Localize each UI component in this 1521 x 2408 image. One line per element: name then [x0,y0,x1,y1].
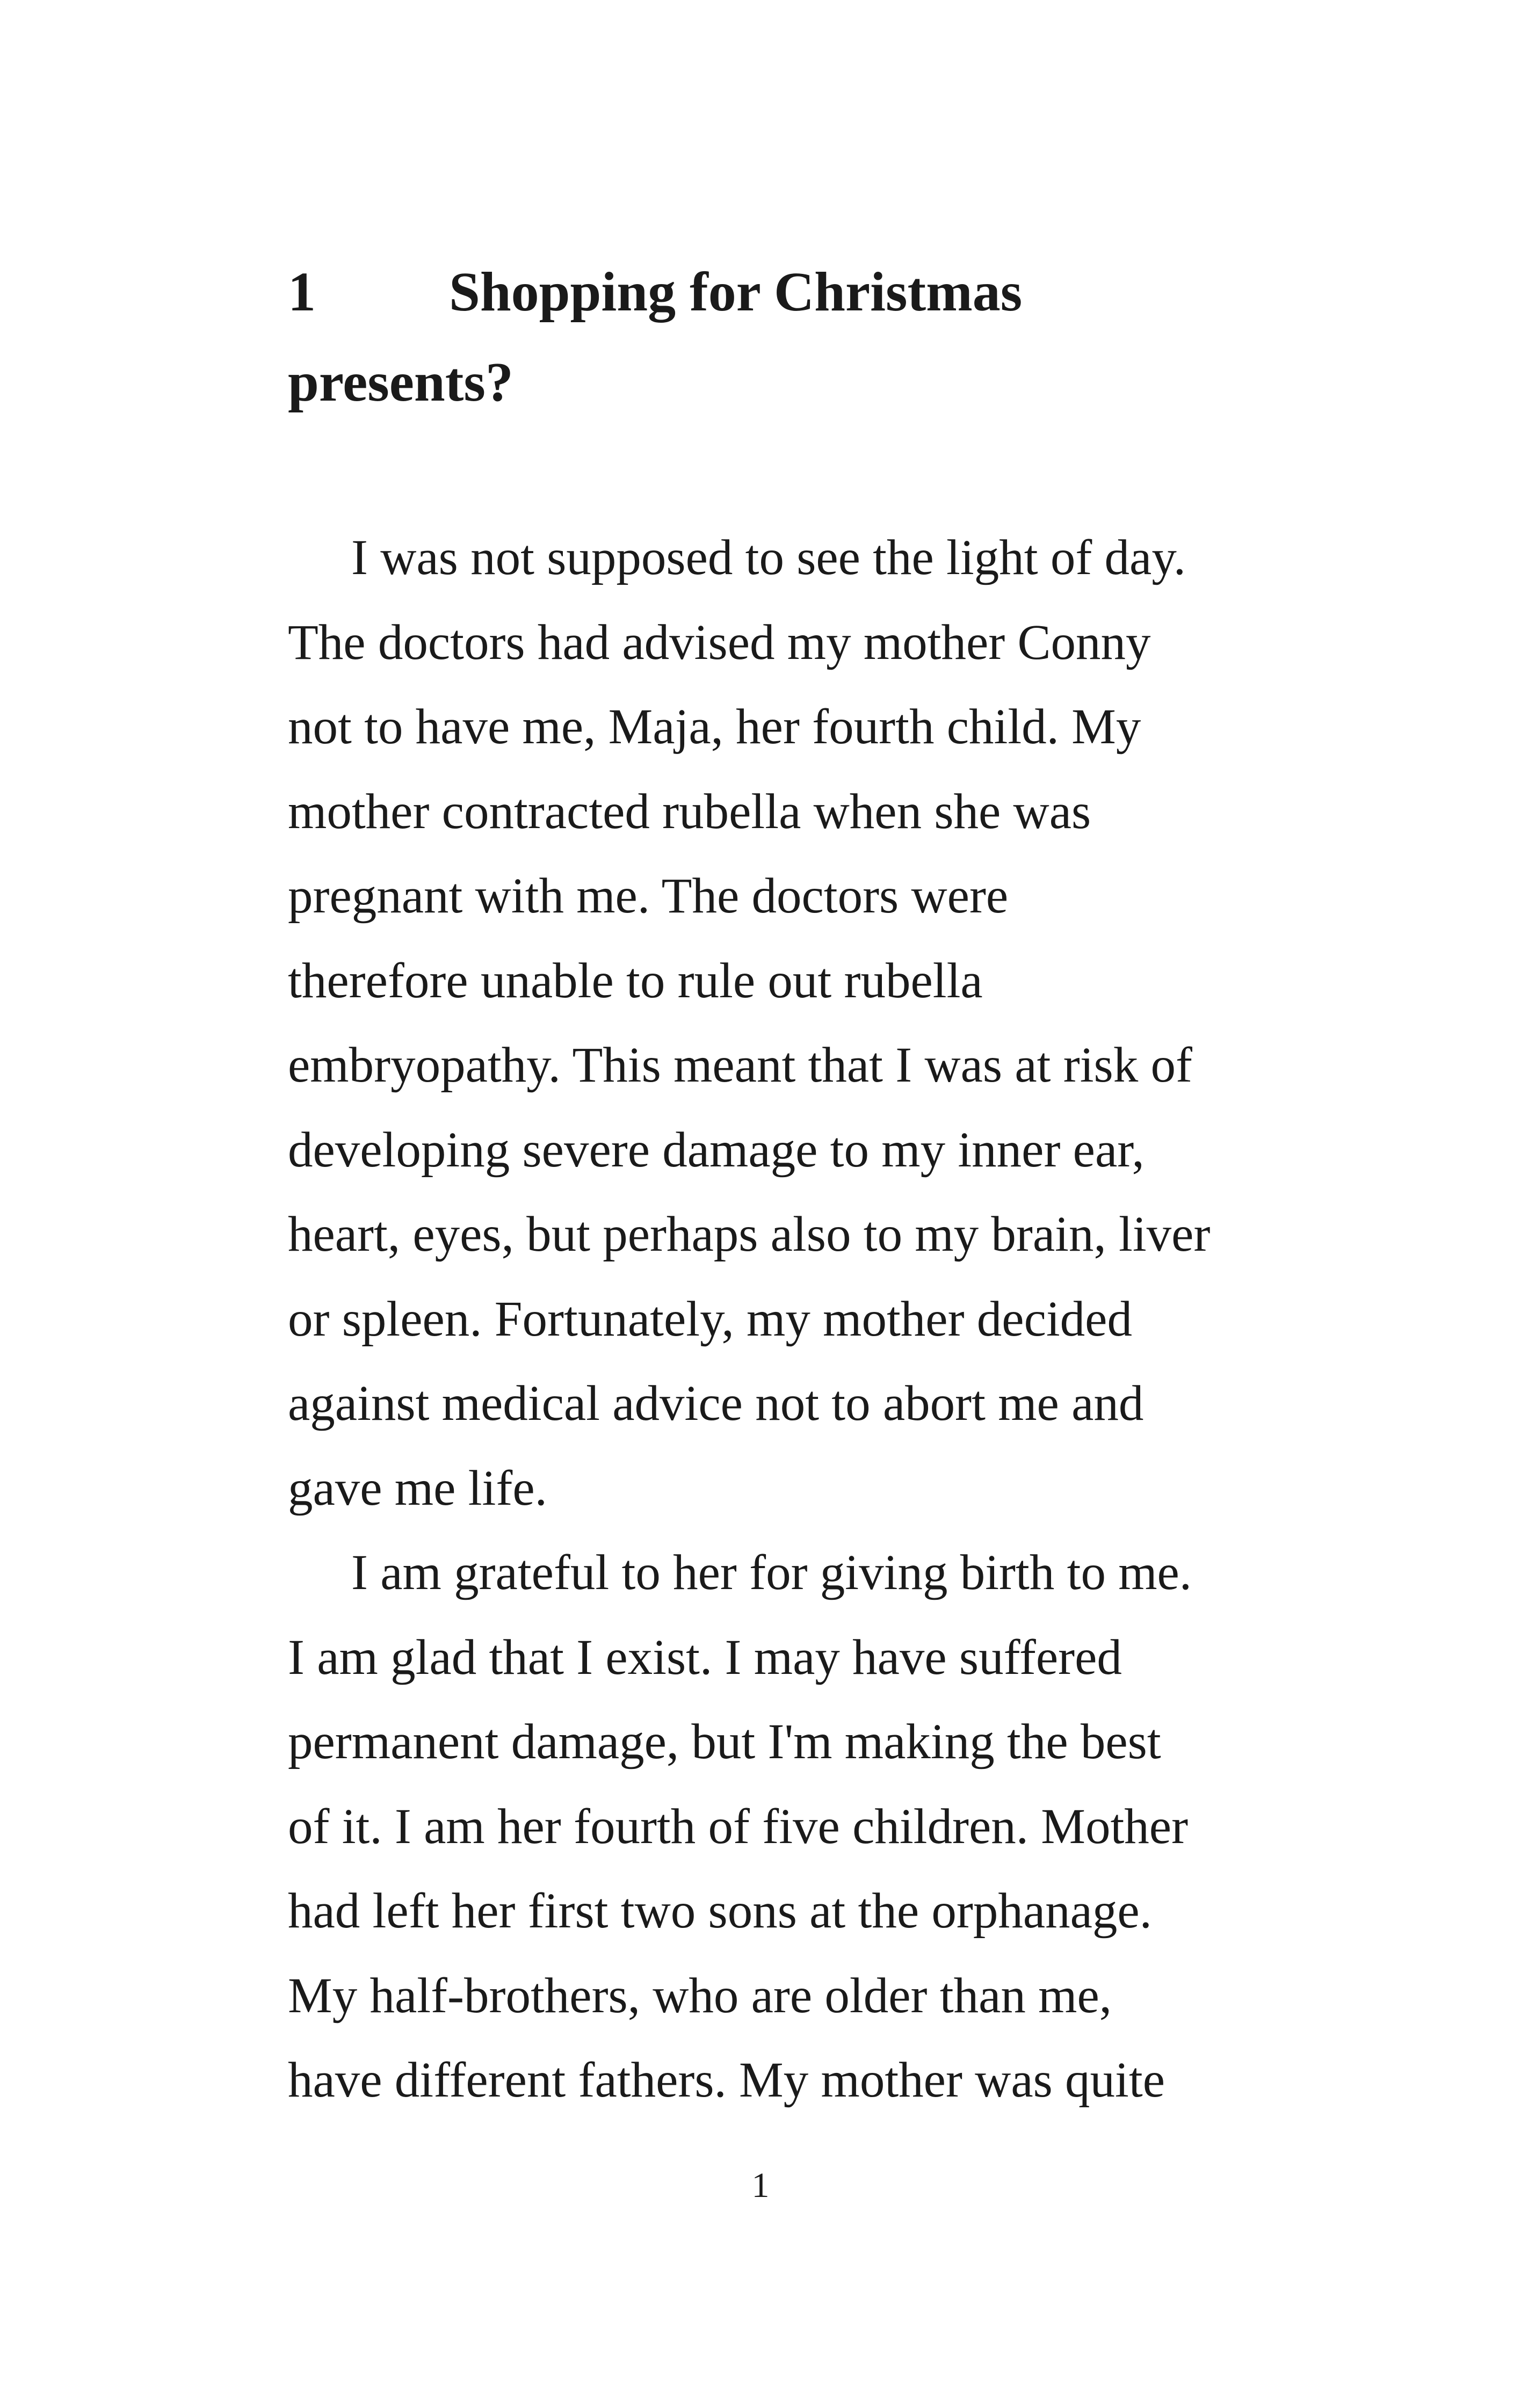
text-line: of it. I am her fourth of five children. Mother [288,1798,1189,1854]
text-line: I was not supposed to see the light of day. [351,530,1186,585]
chapter-heading-line-1 [288,247,1362,337]
text-line: or spleen. Fortunately, my mother decided [288,1291,1132,1347]
chapter-title-line-1: Shopping for Christmas [449,261,1023,323]
chapter-number: 1 [288,261,316,323]
paragraph-2 [288,1531,1335,2123]
text-line: have different fathers. My mother was quite [288,2052,1165,2108]
text-line: embryopathy. This meant that I was at risk of [288,1038,1192,1093]
chapter-heading [288,247,1362,427]
text-line: pregnant with me. The doctors were [288,868,1009,924]
text-line: not to have me, Maja, her fourth child. My [288,699,1141,755]
text-line: mother contracted rubella when she was [288,784,1091,839]
text-line: gave me life. [288,1460,547,1516]
chapter-body [288,516,1335,2123]
text-line: The doctors had advised my mother Conny [288,614,1151,670]
text-line: therefore unable to rule out rubella [288,953,983,1009]
text-line: permanent damage, but I'm making the best [288,1714,1161,1769]
text-line: I am grateful to her for giving birth to me. [351,1545,1192,1600]
paragraph-1 [288,516,1335,1531]
text-line: had left her first two sons at the orphanage. [288,1883,1152,1939]
text-line: I am glad that I exist. I may have suffered [288,1629,1122,1685]
text-line: My half-brothers, who are older than me, [288,1968,1112,2023]
text-line: heart, eyes, but perhaps also to my brain, liver [288,1207,1211,1262]
text-line: developing severe damage to my inner ear, [288,1122,1145,1178]
page-number: 1 [751,2166,770,2205]
text-line: against medical advice not to abort me and [288,1376,1144,1431]
chapter-title-line-2: presents? [288,351,513,413]
